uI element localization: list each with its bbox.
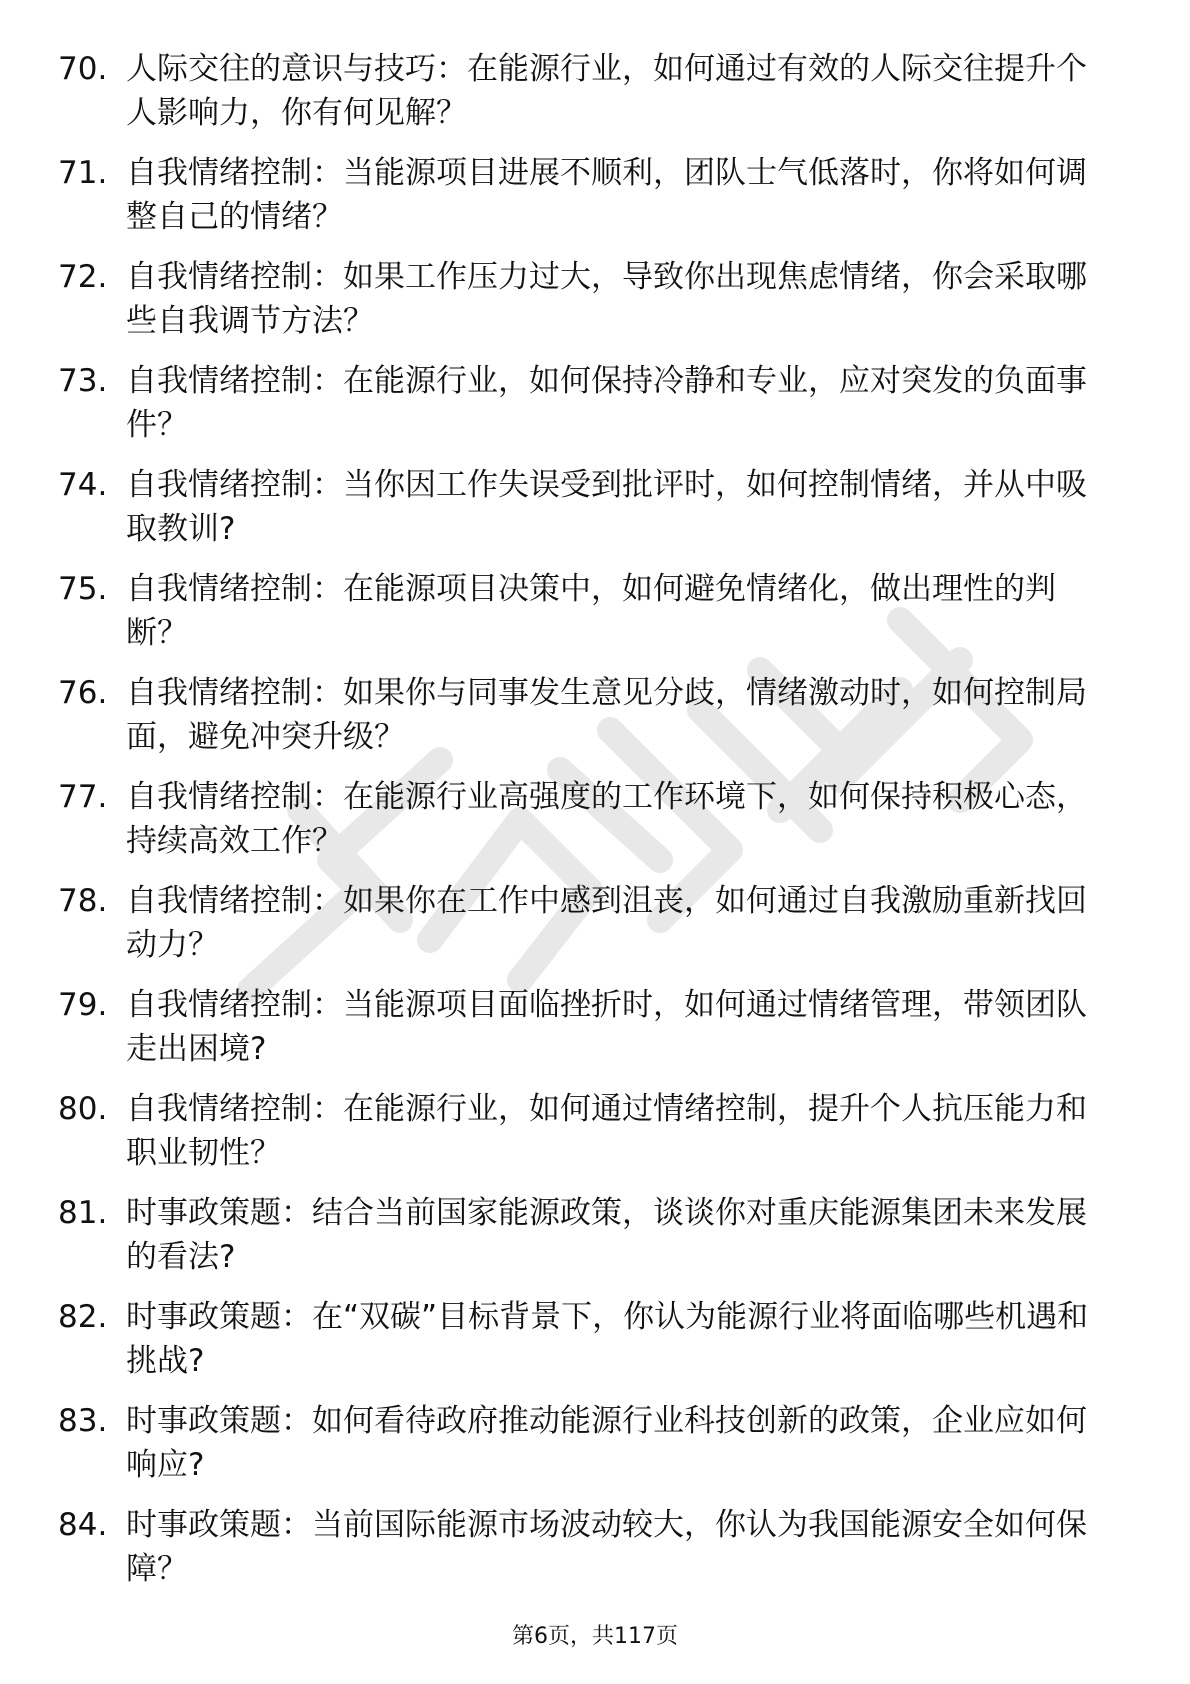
page-footer: 第6页，共117页 — [512, 1624, 678, 1649]
question-number: 71. — [58, 155, 108, 191]
question-text: 自我情绪控制：在能源行业，如何保持冷静和专业，应对突发的负面事件？ — [126, 363, 1087, 443]
question-item — [0, 567, 1190, 671]
question-text: 人际交往的意识与技巧：在能源行业，如何通过有效的人际交往提升个人影响力，你有何见解？ — [126, 51, 1087, 131]
question-text: 自我情绪控制：当能源项目面临挫折时，如何通过情绪管理，带领团队走出困境? — [126, 987, 1087, 1067]
question-item — [0, 1295, 1190, 1399]
question-text: 时事政策题：如何看待政府推动能源行业科技创新的政策，企业应如何响应? — [126, 1403, 1087, 1483]
question-text: 自我情绪控制：在能源行业高强度的工作环境下，如何保持积极心态，持续高效工作？ — [126, 779, 1087, 859]
question-number: 78. — [58, 883, 108, 919]
question-item — [0, 983, 1190, 1087]
question-item — [0, 359, 1190, 463]
question-number: 82. — [58, 1299, 108, 1335]
question-item — [0, 1503, 1190, 1607]
question-number: 75. — [58, 571, 108, 607]
question-item — [0, 463, 1190, 567]
question-number: 70. — [58, 51, 108, 87]
question-number: 79. — [58, 987, 108, 1023]
question-number: 74. — [58, 467, 108, 503]
question-number: 77. — [58, 779, 108, 815]
question-text: 自我情绪控制：如果工作压力过大，导致你出现焦虑情绪，你会采取哪些自我调节方法？ — [126, 259, 1087, 339]
question-item — [0, 879, 1190, 983]
question-number: 84. — [58, 1507, 108, 1543]
question-text: 时事政策题：在“双碳”目标背景下，你认为能源行业将面临哪些机遇和挑战? — [126, 1299, 1089, 1379]
question-item — [0, 1087, 1190, 1191]
question-number: 73. — [58, 363, 108, 399]
question-number: 76. — [58, 675, 108, 711]
question-text: 自我情绪控制：当能源项目进展不顺利，团队士气低落时，你将如何调整自己的情绪？ — [126, 155, 1087, 235]
question-text: 自我情绪控制：在能源行业，如何通过情绪控制，提升个人抗压能力和职业韧性？ — [126, 1091, 1087, 1171]
question-text: 自我情绪控制：如果你在工作中感到沮丧，如何通过自我激励重新找回动力？ — [126, 883, 1087, 963]
question-item — [0, 1191, 1190, 1295]
question-list — [0, 47, 1190, 1607]
question-number: 72. — [58, 259, 108, 295]
question-item — [0, 671, 1190, 775]
question-item — [0, 255, 1190, 359]
question-text: 自我情绪控制：如果你与同事发生意见分歧，情绪激动时，如何控制局面，避免冲突升级？ — [126, 675, 1087, 755]
question-item — [0, 47, 1190, 151]
question-item — [0, 1399, 1190, 1503]
question-item — [0, 151, 1190, 255]
question-text: 时事政策题：当前国际能源市场波动较大，你认为我国能源安全如何保障？ — [126, 1507, 1087, 1587]
question-number: 80. — [58, 1091, 108, 1127]
question-text: 时事政策题：结合当前国家能源政策，谈谈你对重庆能源集团未来发展的看法? — [126, 1195, 1087, 1275]
question-number: 81. — [58, 1195, 108, 1231]
question-number: 83. — [58, 1403, 108, 1439]
question-item — [0, 775, 1190, 879]
question-text: 自我情绪控制：当你因工作失误受到批评时，如何控制情绪，并从中吸取教训? — [126, 467, 1087, 547]
question-text: 自我情绪控制：在能源项目决策中，如何避免情绪化，做出理性的判断？ — [126, 571, 1056, 651]
